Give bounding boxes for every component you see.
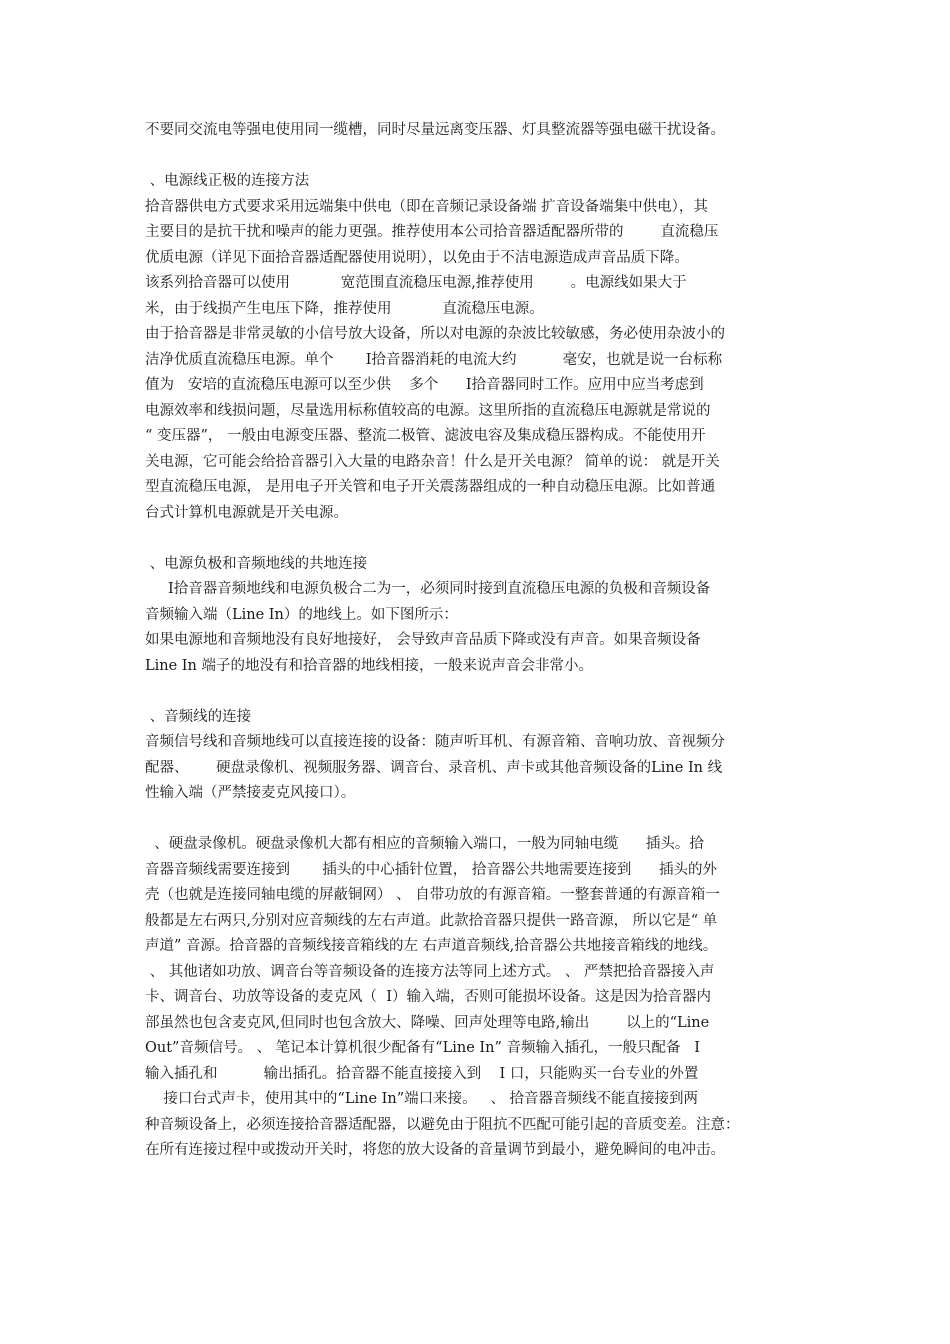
body-line: 般都是左右两只,分别对应音频线的左右声道。此款拾音器只提供一路音源， 所以它是“ 单 (145, 912, 718, 929)
paragraph-gap (145, 679, 810, 705)
paragraph-gap (145, 144, 810, 170)
body-line: 种音频设备上，必须连接拾音器适配器，以避免由于阻抗不匹配可能引起的音质变差。注意： (145, 1116, 740, 1133)
body-line: 卡、调音台、功放等设备的麦克风（ I）输入端，否则可能损坏设备。这是因为拾音器内 (145, 989, 711, 1005)
body-line: 拾音器供电方式要求采用远端集中供电（即在音频记录设备端 扩音设备端集中供电），其 (145, 198, 708, 215)
body-line: 输入插孔和 输出插孔。拾音器不能直接接入到 I 口，只能购买一台专业的外置 (145, 1065, 699, 1082)
body-line: 壳（也就是连接同轴电缆的屏蔽铜网） 、 自带功放的有源音箱。一整套普通的有源音箱一 (145, 887, 720, 903)
body-line: 、 其他诸如功放、调音台等音频设备的连接方法等同上述方式。 、 严禁把拾音器接入声 (145, 963, 715, 980)
intro-line: 不要同交流电等强电使用同一缆槽，同时尽量远离变压器、灯具整流器等强电磁干扰设备。 (145, 122, 725, 138)
body-line: 台式计算机电源就是开关电源。 (145, 504, 348, 521)
body-line: Line In 端子的地没有和拾音器的地线相接，一般来说声音会非常小。 (145, 657, 593, 674)
body-line: I拾音器音频地线和电源负极合二为一，必须同时接到直流稳压电源的负极和音频设备 (145, 581, 711, 597)
body-line: 电源效率和线损问题，尽量选用标称值较高的电源。这里所指的直流稳压电源就是常说的 (145, 402, 711, 419)
body-line: 配器、 硬盘录像机、视频服务器、调音台、录音机、声卡或其他音频设备的Line In 线 (145, 759, 723, 776)
paragraph-gap (145, 526, 810, 552)
body-line: 、硬盘录像机。硬盘录像机大都有相应的音频输入端口，一般为同轴电缆 插头。拾 (145, 836, 704, 852)
body-line: 音频信号线和音频地线可以直接连接的设备：随声听耳机、有源音箱、音响功放、音视频分 (145, 734, 725, 750)
body-line: 音器音频线需要连接到 插头的中心插针位置， 拾音器公共地需要连接到 插头的外 (145, 861, 718, 878)
body-line: 洁净优质直流稳压电源。单个 I拾音器消耗的电流大约 毫安，也就是说一台标称 (145, 351, 723, 368)
section-heading-power-positive: 、电源线正极的连接方法 (145, 173, 310, 189)
body-line: 值为 安培的直流稳压电源可以至少供 多个 I拾音器同时工作。应用中应当考虑到 (145, 377, 704, 393)
body-line: 优质电源（详见下面拾音器适配器使用说明），以免由于不洁电源造成声音品质下降。 (145, 249, 689, 266)
body-line: 如果电源地和音频地没有良好地接好， 会导致声音品质下降或没有声音。如果音频设备 (145, 632, 701, 648)
body-line: 主要目的是抗干扰和噪声的能力更强。推荐使用本公司拾音器适配器所带的 直流稳压 (145, 224, 719, 240)
body-line: 性输入端（严禁接麦克风接口）。 (145, 785, 356, 801)
body-line: 在所有连接过程中或拨动开关时，将您的放大设备的音量调节到最小，避免瞬间的电冲击。 (145, 1142, 725, 1158)
body-line: 声道” 音源。拾音器的音频线接音箱线的左 右声道音频线,拾音器公共地接音箱线的地线。 (145, 938, 718, 954)
body-line: 接口台式声卡，使用其中的“Line In”端口来接。 、 拾音器音频线不能直接接到两 (145, 1091, 699, 1107)
body-line: 部虽然也包含麦克风,但同时也包含放大、降噪、回声处理等电路,输出 以上的“Line (145, 1014, 710, 1031)
section-heading-audio: 、音频线的连接 (145, 708, 252, 725)
document-page (145, 118, 810, 1164)
body-line: 音频输入端（Line In）的地线上。如下图所示： (145, 606, 458, 623)
body-line: 该系列拾音器可以使用 宽范围直流稳压电源,推荐使用 。电源线如果大于 (145, 275, 687, 291)
body-line: 米，由于线损产生电压下降，推荐使用 直流稳压电源。 (145, 300, 544, 317)
section-heading-ground: 、电源负极和音频地线的共地连接 (145, 555, 368, 572)
body-line: Out”音频信号。 、 笔记本计算机很少配备有“Line In” 音频输入插孔，一般只配备 I (145, 1040, 701, 1056)
body-line: “ 变压器”， 一般由电源变压器、整流二极管、滤波电容及集成稳压器构成。不能使用开 (145, 428, 706, 444)
body-line: 关电源，它可能会给拾音器引入大量的电路杂音！什么是开关电源？ 简单的说： 就是开关 (145, 453, 720, 470)
paragraph-gap (145, 807, 810, 833)
body-line: 型直流稳压电源， 是用电子开关管和电子开关震荡器组成的一种自动稳压电源。比如普通 (145, 479, 716, 495)
body-line: 由于拾音器是非常灵敏的小信号放大设备，所以对电源的杂波比较敏感，务必使用杂波小的 (145, 326, 725, 342)
